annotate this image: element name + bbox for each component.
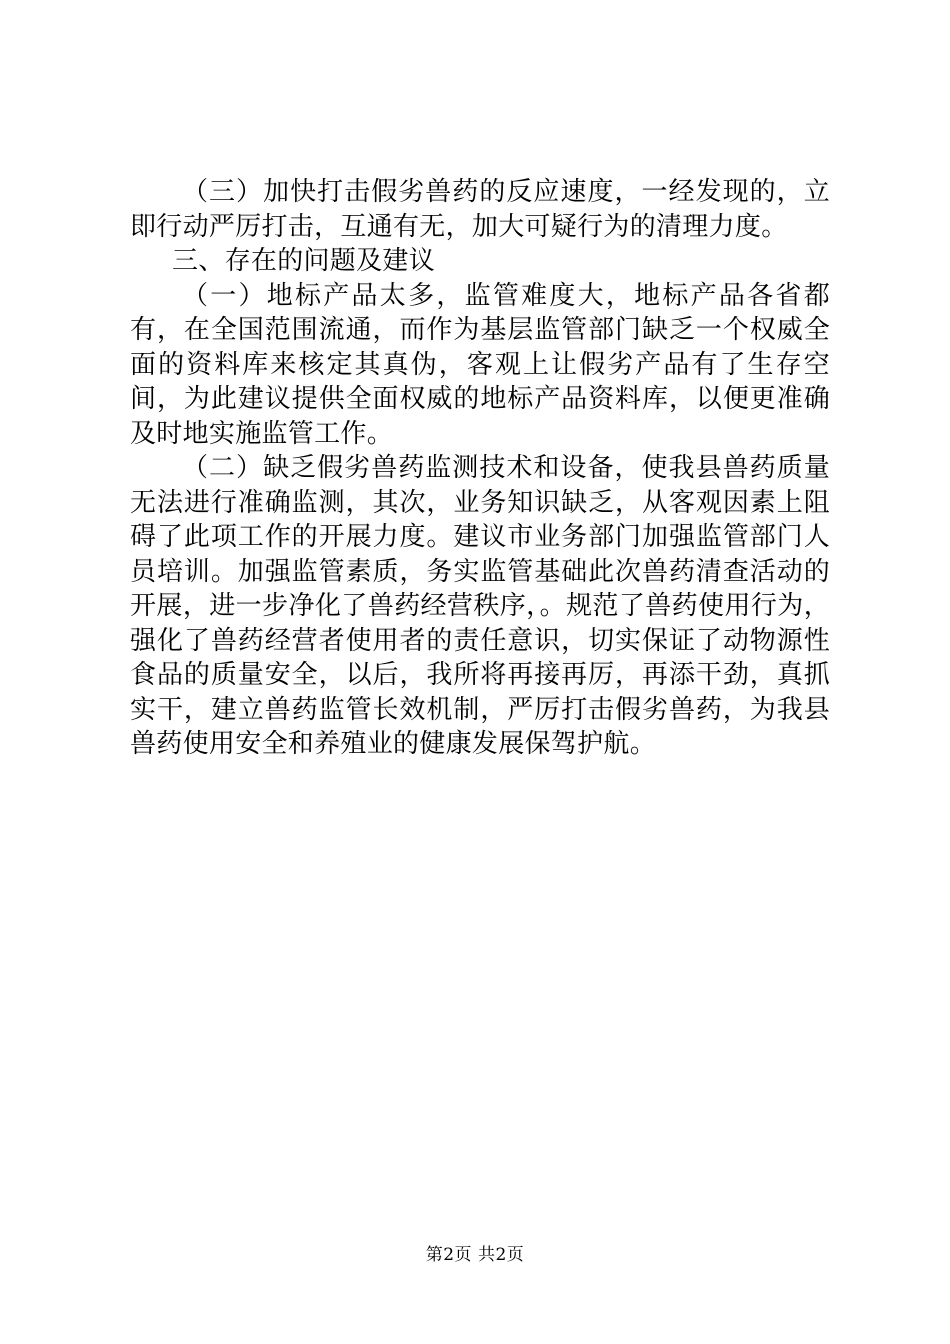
paragraph-problem-one: （一）地标产品太多，监管难度大，地标产品各省都有，在全国范围流通，而作为基层监管部门缺乏一个权威全面的资料库来核定其真伪，客观上让假劣产品有了生存空间，为此建议提供全面权威的地标产品资料库，以便更准确及时地实施监管工作。 bbox=[130, 280, 830, 449]
section-heading-problems: 三、存在的问题及建议 bbox=[172, 246, 436, 276]
document-body bbox=[130, 175, 830, 762]
page-footer: 第2页 共2页 bbox=[425, 1245, 525, 1265]
paragraph-speed-response: （三）加快打击假劣兽药的反应速度，一经发现的，立即行动严厉打击，互通有无，加大可疑行为的清理力度。 bbox=[130, 177, 830, 242]
paragraph-problem-two: （二）缺乏假劣兽药监测技术和设备，使我县兽药质量无法进行准确监测，其次，业务知识缺乏，从客观因素上阻碍了此项工作的开展力度。建议市业务部门加强监管部门人员培训。加强监管素质，务实监管基础此次兽药清查活动的开展，进一步净化了兽药经营秩序，。规范了兽药使用行为，强化了兽药经营者使用者的责任意识，切实保证了动物源性食品的质量安全，以后，我所将再接再厉，再添干劲，真抓实干，建立兽药监管长效机制，严厉打击假劣兽药，为我县兽药使用安全和养殖业的健康发展保驾护航。 bbox=[130, 453, 830, 759]
